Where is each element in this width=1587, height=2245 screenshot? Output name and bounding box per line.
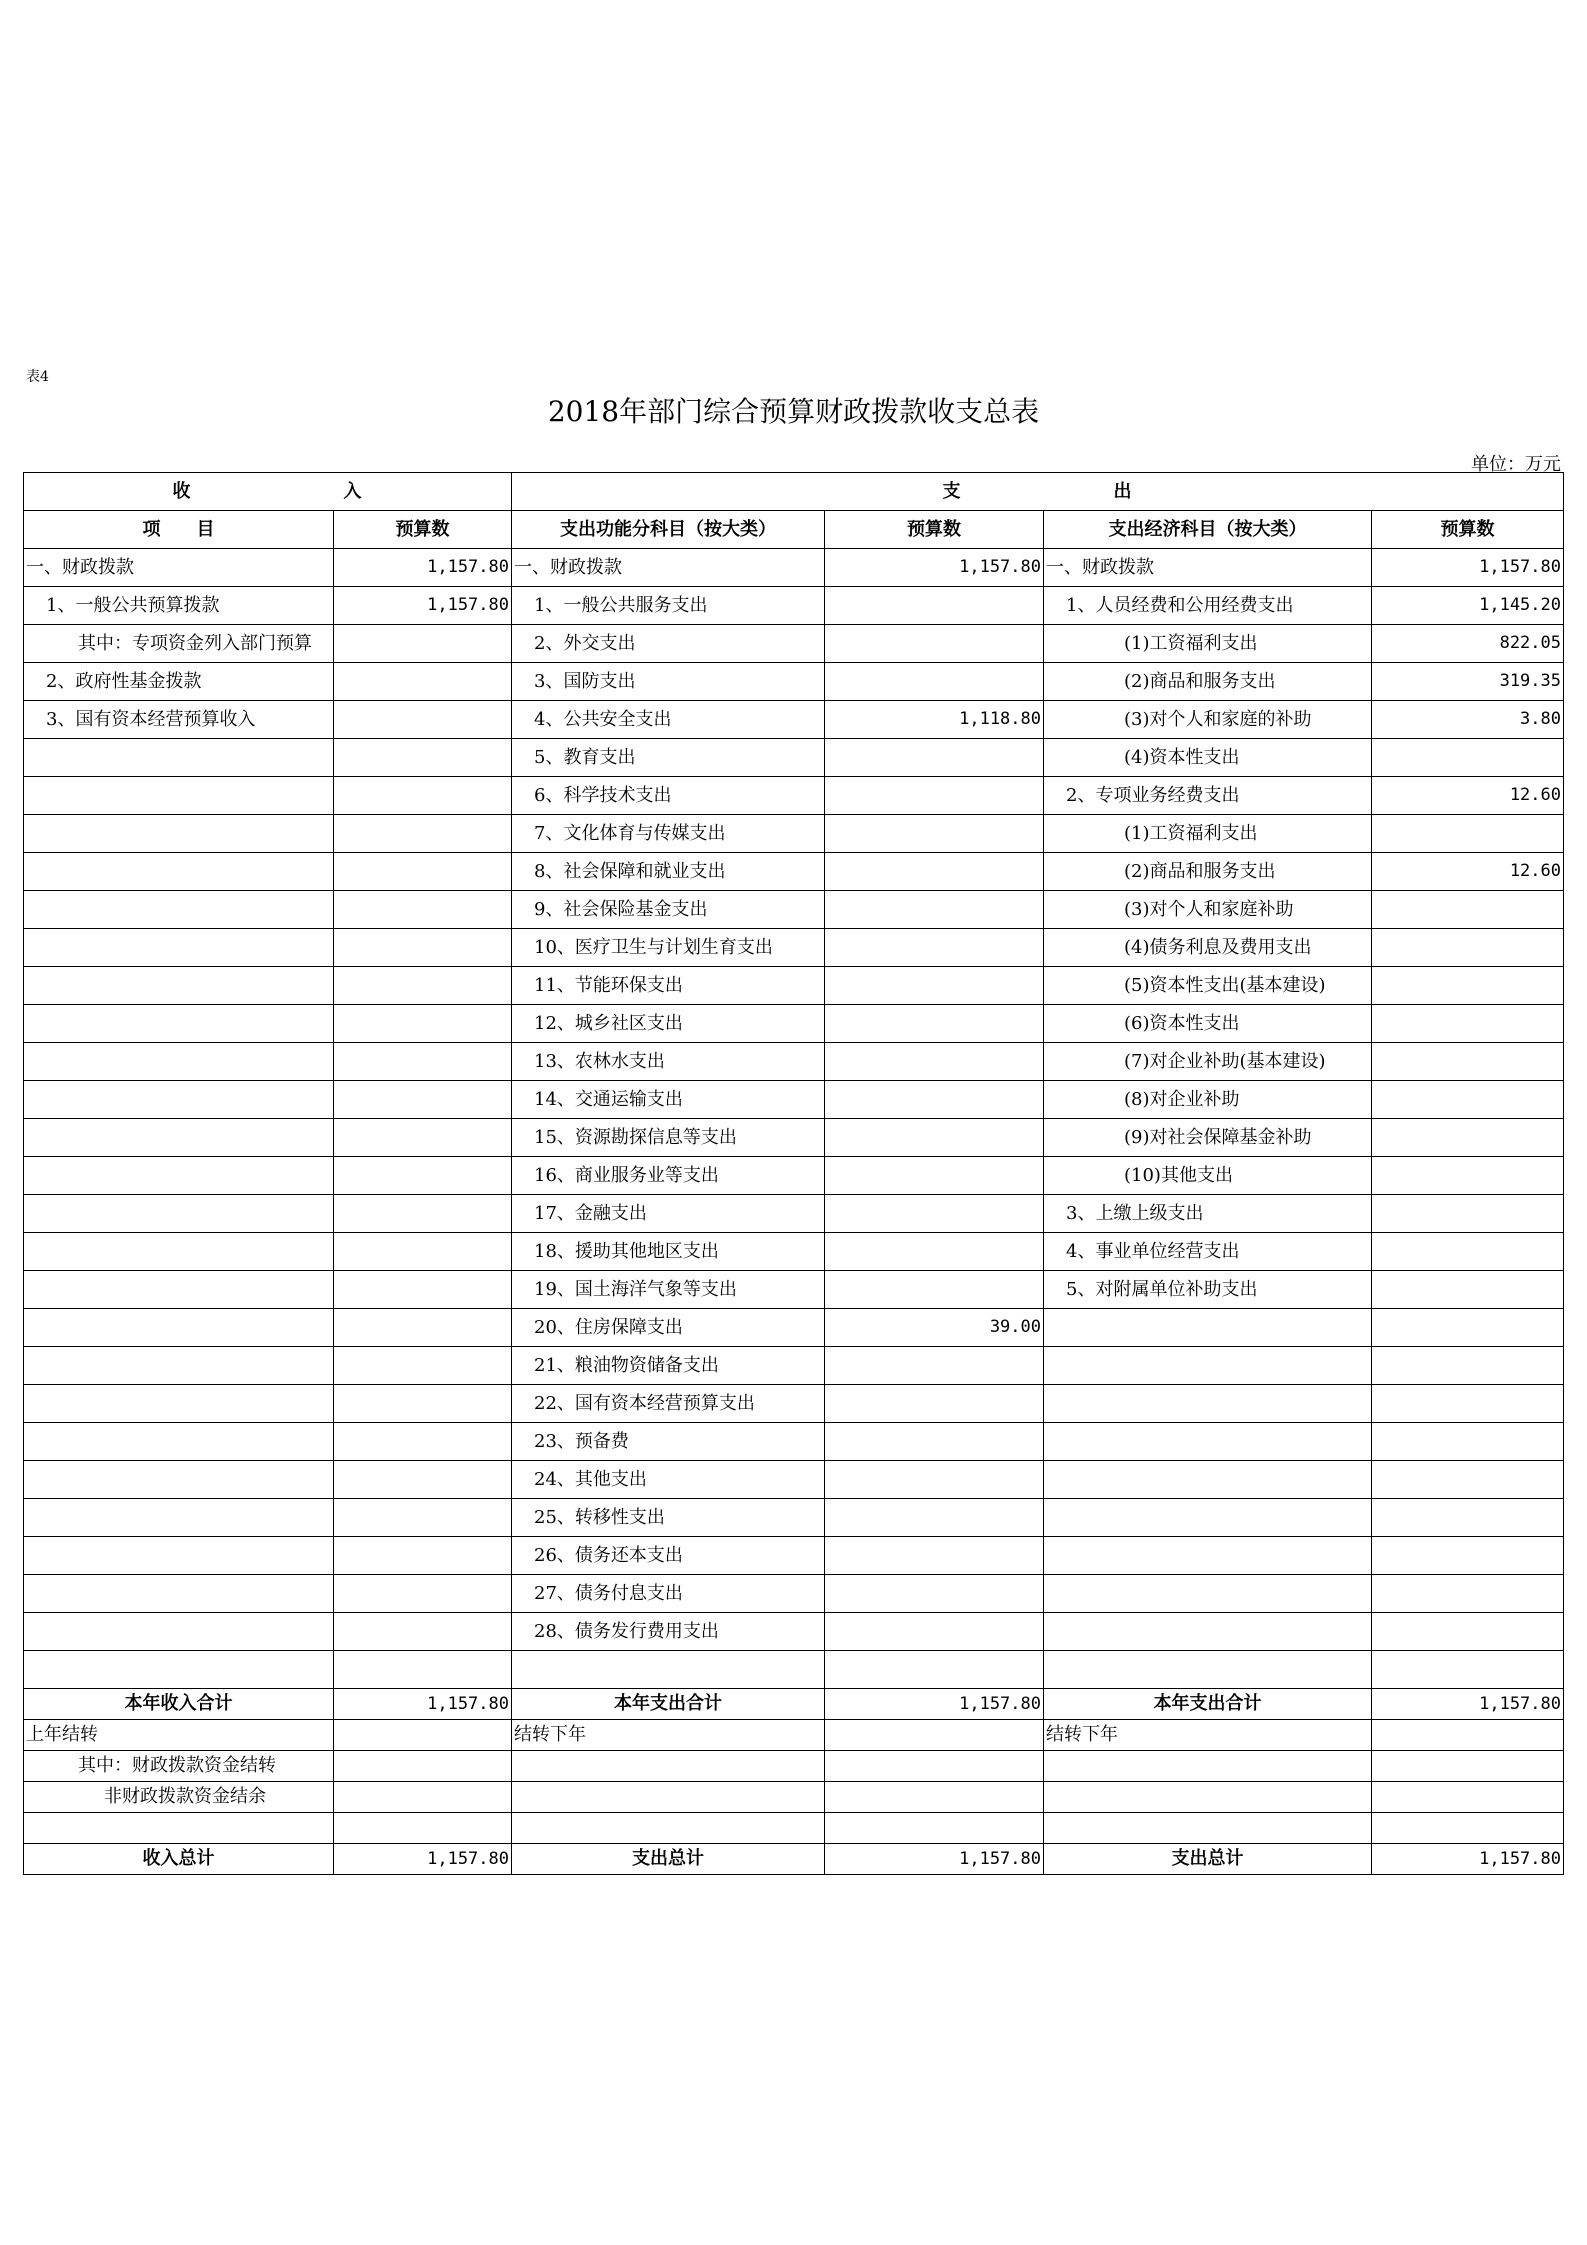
econ-amount-cell bbox=[1372, 1423, 1564, 1461]
income-item-cell bbox=[24, 739, 334, 777]
func-item-cell: 6、科学技术支出 bbox=[512, 777, 825, 815]
func-amount-cell bbox=[825, 929, 1044, 967]
func-amount-cell bbox=[825, 1347, 1044, 1385]
carry-func-amount bbox=[825, 1750, 1044, 1781]
col-header-budget: 预算数 bbox=[825, 511, 1044, 549]
func-total-label: 支出总计 bbox=[512, 1843, 825, 1874]
func-amount-cell bbox=[825, 663, 1044, 701]
table-row bbox=[24, 587, 1564, 625]
func-amount-cell bbox=[825, 1195, 1044, 1233]
func-item-cell: 12、城乡社区支出 bbox=[512, 1005, 825, 1043]
income-item-cell bbox=[24, 929, 334, 967]
table-row bbox=[24, 1233, 1564, 1271]
section-header-row bbox=[24, 473, 1564, 511]
carry-income-amount bbox=[334, 1719, 512, 1750]
econ-amount-cell bbox=[1372, 1157, 1564, 1195]
econ-item-cell: (9)对社会保障基金补助 bbox=[1044, 1119, 1372, 1157]
carry-row bbox=[24, 1781, 1564, 1812]
econ-item-cell: 2、专项业务经费支出 bbox=[1044, 777, 1372, 815]
income-item-cell bbox=[24, 1613, 334, 1651]
income-total-label: 收入总计 bbox=[24, 1843, 334, 1874]
carry-income-cell: 上年结转 bbox=[24, 1719, 334, 1750]
func-amount-cell bbox=[825, 1233, 1044, 1271]
func-amount-cell bbox=[825, 1613, 1044, 1651]
income-amount-cell bbox=[334, 1575, 512, 1613]
func-amount-cell bbox=[825, 1499, 1044, 1537]
econ-amount-cell bbox=[1372, 1043, 1564, 1081]
econ-amount-cell bbox=[1372, 1385, 1564, 1423]
func-amount-cell bbox=[825, 891, 1044, 929]
table-row bbox=[24, 1043, 1564, 1081]
func-item-cell: 7、文化体育与传媒支出 bbox=[512, 815, 825, 853]
func-item-cell bbox=[512, 1651, 825, 1689]
func-item-cell: 15、资源勘探信息等支出 bbox=[512, 1119, 825, 1157]
carry-income-cell: 其中：财政拨款资金结转 bbox=[24, 1750, 334, 1781]
income-amount-cell bbox=[334, 967, 512, 1005]
income-amount-cell bbox=[334, 815, 512, 853]
table-row bbox=[24, 1309, 1564, 1347]
econ-item-cell bbox=[1044, 1651, 1372, 1689]
income-amount-cell bbox=[334, 1461, 512, 1499]
table-row bbox=[24, 1119, 1564, 1157]
econ-item-cell: (3)对个人和家庭补助 bbox=[1044, 891, 1372, 929]
income-amount-cell bbox=[334, 1157, 512, 1195]
func-item-cell: 3、国防支出 bbox=[512, 663, 825, 701]
income-amount-cell bbox=[334, 625, 512, 663]
econ-amount-cell bbox=[1372, 1005, 1564, 1043]
econ-item-cell bbox=[1044, 1575, 1372, 1613]
econ-amount-cell bbox=[1372, 929, 1564, 967]
econ-item-cell: (10)其他支出 bbox=[1044, 1157, 1372, 1195]
econ-amount-cell bbox=[1372, 1233, 1564, 1271]
func-item-cell: 27、债务付息支出 bbox=[512, 1575, 825, 1613]
econ-item-cell: 5、对附属单位补助支出 bbox=[1044, 1271, 1372, 1309]
income-amount-cell bbox=[334, 1081, 512, 1119]
func-item-cell: 25、转移性支出 bbox=[512, 1499, 825, 1537]
income-item-cell bbox=[24, 1537, 334, 1575]
income-item-cell bbox=[24, 1043, 334, 1081]
income-item-cell: 3、国有资本经营预算收入 bbox=[24, 701, 334, 739]
func-item-cell: 22、国有资本经营预算支出 bbox=[512, 1385, 825, 1423]
income-item-cell bbox=[24, 1157, 334, 1195]
econ-item-cell bbox=[1044, 1461, 1372, 1499]
income-item-cell bbox=[24, 891, 334, 929]
carry-econ-cell: 结转下年 bbox=[1044, 1719, 1372, 1750]
econ-amount-cell bbox=[1372, 1537, 1564, 1575]
income-item-cell bbox=[24, 1309, 334, 1347]
econ-amount-cell: 1,157.80 bbox=[1372, 549, 1564, 587]
econ-amount-cell bbox=[1372, 1119, 1564, 1157]
carry-income-cell: 非财政拨款资金结余 bbox=[24, 1781, 334, 1812]
econ-amount-cell: 1,145.20 bbox=[1372, 587, 1564, 625]
func-amount-cell bbox=[825, 1423, 1044, 1461]
table-row bbox=[24, 891, 1564, 929]
income-section-header: 收 入 bbox=[24, 473, 512, 511]
func-item-cell: 21、粮油物资储备支出 bbox=[512, 1347, 825, 1385]
table-code: 表4 bbox=[26, 369, 49, 385]
income-amount-cell bbox=[334, 1271, 512, 1309]
page-title: 2018年部门综合预算财政拨款收支总表 bbox=[547, 395, 1040, 428]
table-row bbox=[24, 549, 1564, 587]
income-item-cell bbox=[24, 1499, 334, 1537]
func-item-cell: 2、外交支出 bbox=[512, 625, 825, 663]
carry-income-cell bbox=[24, 1812, 334, 1843]
table-row bbox=[24, 967, 1564, 1005]
econ-item-cell bbox=[1044, 1613, 1372, 1651]
econ-amount-cell bbox=[1372, 1271, 1564, 1309]
carry-func-amount bbox=[825, 1719, 1044, 1750]
func-item-cell: 14、交通运输支出 bbox=[512, 1081, 825, 1119]
econ-item-cell bbox=[1044, 1537, 1372, 1575]
func-amount-cell bbox=[825, 1537, 1044, 1575]
carry-econ-cell bbox=[1044, 1781, 1372, 1812]
econ-amount-cell: 3.80 bbox=[1372, 701, 1564, 739]
income-amount-cell bbox=[334, 1613, 512, 1651]
expense-section-header: 支 出 bbox=[512, 473, 1564, 511]
econ-item-cell: 一、财政拨款 bbox=[1044, 549, 1372, 587]
econ-total-amount: 1,157.80 bbox=[1372, 1843, 1564, 1874]
func-amount-cell bbox=[825, 967, 1044, 1005]
econ-item-cell bbox=[1044, 1385, 1372, 1423]
econ-amount-cell bbox=[1372, 1309, 1564, 1347]
func-item-cell: 10、医疗卫生与计划生育支出 bbox=[512, 929, 825, 967]
income-item-cell: 2、政府性基金拨款 bbox=[24, 663, 334, 701]
func-item-cell: 19、国土海洋气象等支出 bbox=[512, 1271, 825, 1309]
table-row bbox=[24, 1385, 1564, 1423]
income-amount-cell bbox=[334, 891, 512, 929]
carry-econ-cell bbox=[1044, 1750, 1372, 1781]
carry-econ-amount bbox=[1372, 1750, 1564, 1781]
func-item-cell: 一、财政拨款 bbox=[512, 549, 825, 587]
income-amount-cell bbox=[334, 1347, 512, 1385]
income-item-cell bbox=[24, 967, 334, 1005]
func-amount-cell bbox=[825, 739, 1044, 777]
econ-amount-cell bbox=[1372, 891, 1564, 929]
func-amount-cell bbox=[825, 1081, 1044, 1119]
table-row bbox=[24, 1651, 1564, 1689]
income-item-cell bbox=[24, 1005, 334, 1043]
income-subtotal-amount: 1,157.80 bbox=[334, 1688, 512, 1719]
econ-item-cell: 4、事业单位经营支出 bbox=[1044, 1233, 1372, 1271]
econ-amount-cell bbox=[1372, 1461, 1564, 1499]
econ-item-cell bbox=[1044, 1347, 1372, 1385]
income-subtotal-label: 本年收入合计 bbox=[24, 1688, 334, 1719]
econ-item-cell: (5)资本性支出(基本建设) bbox=[1044, 967, 1372, 1005]
econ-amount-cell bbox=[1372, 1347, 1564, 1385]
income-amount-cell bbox=[334, 1195, 512, 1233]
func-amount-cell bbox=[825, 587, 1044, 625]
table-row bbox=[24, 815, 1564, 853]
col-header-func: 支出功能分科目（按大类） bbox=[512, 511, 825, 549]
table-row bbox=[24, 1499, 1564, 1537]
carry-row bbox=[24, 1750, 1564, 1781]
income-item-cell bbox=[24, 815, 334, 853]
income-item-cell bbox=[24, 1347, 334, 1385]
income-amount-cell bbox=[334, 1005, 512, 1043]
econ-amount-cell bbox=[1372, 1575, 1564, 1613]
econ-item-cell: (3)对个人和家庭的补助 bbox=[1044, 701, 1372, 739]
func-item-cell: 11、节能环保支出 bbox=[512, 967, 825, 1005]
func-amount-cell bbox=[825, 1271, 1044, 1309]
econ-amount-cell: 12.60 bbox=[1372, 853, 1564, 891]
econ-item-cell: 3、上缴上级支出 bbox=[1044, 1195, 1372, 1233]
income-item-cell bbox=[24, 1233, 334, 1271]
income-item-cell: 1、一般公共预算拨款 bbox=[24, 587, 334, 625]
func-item-cell: 17、金融支出 bbox=[512, 1195, 825, 1233]
econ-item-cell: (2)商品和服务支出 bbox=[1044, 853, 1372, 891]
func-item-cell: 26、债务还本支出 bbox=[512, 1537, 825, 1575]
econ-amount-cell bbox=[1372, 1613, 1564, 1651]
func-amount-cell bbox=[825, 1385, 1044, 1423]
func-item-cell: 4、公共安全支出 bbox=[512, 701, 825, 739]
table-row bbox=[24, 625, 1564, 663]
func-amount-cell bbox=[825, 815, 1044, 853]
table-row bbox=[24, 1157, 1564, 1195]
func-item-cell: 8、社会保障和就业支出 bbox=[512, 853, 825, 891]
econ-amount-cell bbox=[1372, 1195, 1564, 1233]
table-row bbox=[24, 929, 1564, 967]
carry-income-amount bbox=[334, 1750, 512, 1781]
econ-amount-cell bbox=[1372, 739, 1564, 777]
income-amount-cell bbox=[334, 1233, 512, 1271]
income-item-cell bbox=[24, 1461, 334, 1499]
col-header-econ: 支出经济科目（按大类） bbox=[1044, 511, 1372, 549]
carry-func-cell bbox=[512, 1812, 825, 1843]
carry-func-cell: 结转下年 bbox=[512, 1719, 825, 1750]
econ-amount-cell bbox=[1372, 1651, 1564, 1689]
table-row bbox=[24, 1537, 1564, 1575]
func-item-cell: 5、教育支出 bbox=[512, 739, 825, 777]
carry-income-amount bbox=[334, 1781, 512, 1812]
func-item-cell: 13、农林水支出 bbox=[512, 1043, 825, 1081]
income-item-cell: 其中：专项资金列入部门预算 bbox=[24, 625, 334, 663]
carry-func-amount bbox=[825, 1812, 1044, 1843]
carry-func-cell bbox=[512, 1750, 825, 1781]
income-item-cell bbox=[24, 853, 334, 891]
econ-subtotal-label: 本年支出合计 bbox=[1044, 1688, 1372, 1719]
carry-income-amount bbox=[334, 1812, 512, 1843]
func-item-cell: 20、住房保障支出 bbox=[512, 1309, 825, 1347]
econ-item-cell bbox=[1044, 1499, 1372, 1537]
econ-item-cell: (7)对企业补助(基本建设) bbox=[1044, 1043, 1372, 1081]
income-amount-cell bbox=[334, 1423, 512, 1461]
table-row bbox=[24, 1005, 1564, 1043]
econ-item-cell: (8)对企业补助 bbox=[1044, 1081, 1372, 1119]
table-row bbox=[24, 739, 1564, 777]
income-item-cell bbox=[24, 1651, 334, 1689]
econ-amount-cell bbox=[1372, 1081, 1564, 1119]
subtotal-row bbox=[24, 1688, 1564, 1719]
budget-table bbox=[23, 472, 1564, 1875]
func-item-cell: 9、社会保险基金支出 bbox=[512, 891, 825, 929]
income-amount-cell bbox=[334, 701, 512, 739]
func-item-cell: 1、一般公共服务支出 bbox=[512, 587, 825, 625]
func-subtotal-amount: 1,157.80 bbox=[825, 1688, 1044, 1719]
carry-econ-amount bbox=[1372, 1781, 1564, 1812]
income-item-cell bbox=[24, 1271, 334, 1309]
income-total-amount: 1,157.80 bbox=[334, 1843, 512, 1874]
econ-amount-cell: 12.60 bbox=[1372, 777, 1564, 815]
table-row bbox=[24, 1271, 1564, 1309]
table-row bbox=[24, 853, 1564, 891]
econ-item-cell: (2)商品和服务支出 bbox=[1044, 663, 1372, 701]
func-amount-cell bbox=[825, 853, 1044, 891]
income-amount-cell bbox=[334, 777, 512, 815]
unit-label: 单位：万元 bbox=[1471, 454, 1561, 475]
econ-item-cell bbox=[1044, 1309, 1372, 1347]
econ-item-cell: 1、人员经费和公用经费支出 bbox=[1044, 587, 1372, 625]
col-header-item: 项 目 bbox=[24, 511, 334, 549]
income-amount-cell bbox=[334, 929, 512, 967]
econ-item-cell: (6)资本性支出 bbox=[1044, 1005, 1372, 1043]
income-amount-cell bbox=[334, 1309, 512, 1347]
table-row bbox=[24, 663, 1564, 701]
func-amount-cell bbox=[825, 777, 1044, 815]
income-amount-cell: 1,157.80 bbox=[334, 587, 512, 625]
table-row bbox=[24, 701, 1564, 739]
carry-row bbox=[24, 1719, 1564, 1750]
income-item-cell bbox=[24, 1385, 334, 1423]
func-item-cell: 28、债务发行费用支出 bbox=[512, 1613, 825, 1651]
table-row bbox=[24, 1195, 1564, 1233]
income-item-cell bbox=[24, 777, 334, 815]
table-row bbox=[24, 1613, 1564, 1651]
table-row bbox=[24, 1423, 1564, 1461]
income-item-cell bbox=[24, 1195, 334, 1233]
income-amount-cell bbox=[334, 1119, 512, 1157]
income-amount-cell: 1,157.80 bbox=[334, 549, 512, 587]
income-amount-cell bbox=[334, 1537, 512, 1575]
func-amount-cell: 39.00 bbox=[825, 1309, 1044, 1347]
econ-amount-cell bbox=[1372, 815, 1564, 853]
table-row bbox=[24, 1347, 1564, 1385]
func-amount-cell bbox=[825, 1157, 1044, 1195]
income-item-cell bbox=[24, 1119, 334, 1157]
func-item-cell: 18、援助其他地区支出 bbox=[512, 1233, 825, 1271]
econ-amount-cell: 319.35 bbox=[1372, 663, 1564, 701]
carry-econ-amount bbox=[1372, 1719, 1564, 1750]
func-item-cell: 24、其他支出 bbox=[512, 1461, 825, 1499]
column-header-row bbox=[24, 511, 1564, 549]
income-item-cell bbox=[24, 1575, 334, 1613]
income-item-cell: 一、财政拨款 bbox=[24, 549, 334, 587]
func-amount-cell bbox=[825, 1005, 1044, 1043]
carry-econ-amount bbox=[1372, 1812, 1564, 1843]
col-header-budget: 预算数 bbox=[334, 511, 512, 549]
income-amount-cell bbox=[334, 1499, 512, 1537]
func-total-amount: 1,157.80 bbox=[825, 1843, 1044, 1874]
econ-item-cell: (1)工资福利支出 bbox=[1044, 815, 1372, 853]
income-amount-cell bbox=[334, 1651, 512, 1689]
func-amount-cell: 1,157.80 bbox=[825, 549, 1044, 587]
econ-total-label: 支出总计 bbox=[1044, 1843, 1372, 1874]
table-row bbox=[24, 1081, 1564, 1119]
income-amount-cell bbox=[334, 1385, 512, 1423]
income-item-cell bbox=[24, 1423, 334, 1461]
func-amount-cell bbox=[825, 1043, 1044, 1081]
income-amount-cell bbox=[334, 853, 512, 891]
income-amount-cell bbox=[334, 739, 512, 777]
grand-total-row bbox=[24, 1843, 1564, 1874]
econ-item-cell: (4)债务利息及费用支出 bbox=[1044, 929, 1372, 967]
carry-func-cell bbox=[512, 1781, 825, 1812]
func-item-cell: 23、预备费 bbox=[512, 1423, 825, 1461]
func-item-cell: 16、商业服务业等支出 bbox=[512, 1157, 825, 1195]
func-amount-cell: 1,118.80 bbox=[825, 701, 1044, 739]
income-item-cell bbox=[24, 1081, 334, 1119]
func-amount-cell bbox=[825, 1119, 1044, 1157]
func-amount-cell bbox=[825, 1461, 1044, 1499]
income-amount-cell bbox=[334, 1043, 512, 1081]
table-row bbox=[24, 777, 1564, 815]
table-row bbox=[24, 1461, 1564, 1499]
table-row bbox=[24, 1575, 1564, 1613]
func-amount-cell bbox=[825, 625, 1044, 663]
econ-amount-cell bbox=[1372, 967, 1564, 1005]
carry-row bbox=[24, 1812, 1564, 1843]
income-amount-cell bbox=[334, 663, 512, 701]
func-subtotal-label: 本年支出合计 bbox=[512, 1688, 825, 1719]
econ-item-cell bbox=[1044, 1423, 1372, 1461]
func-amount-cell bbox=[825, 1651, 1044, 1689]
carry-econ-cell bbox=[1044, 1812, 1372, 1843]
col-header-budget: 预算数 bbox=[1372, 511, 1564, 549]
econ-subtotal-amount: 1,157.80 bbox=[1372, 1688, 1564, 1719]
budget-table-body bbox=[24, 473, 1564, 1875]
econ-amount-cell bbox=[1372, 1499, 1564, 1537]
econ-amount-cell: 822.05 bbox=[1372, 625, 1564, 663]
func-amount-cell bbox=[825, 1575, 1044, 1613]
carry-func-amount bbox=[825, 1781, 1044, 1812]
econ-item-cell: (4)资本性支出 bbox=[1044, 739, 1372, 777]
econ-item-cell: (1)工资福利支出 bbox=[1044, 625, 1372, 663]
